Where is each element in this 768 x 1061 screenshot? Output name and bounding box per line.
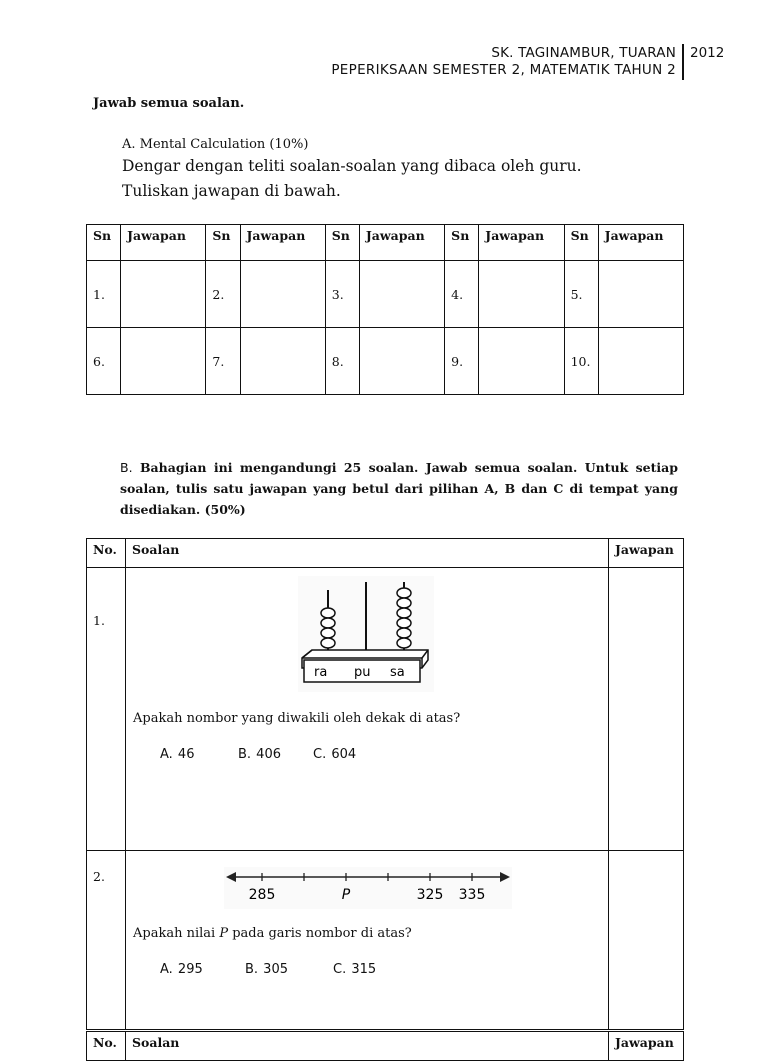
question-number: 2. [206, 261, 240, 328]
number-line-label: 325 [416, 887, 444, 903]
answer-options [160, 962, 376, 977]
col-answer: Jawapan [121, 225, 206, 261]
abacus-label-ratus: ra [314, 665, 328, 680]
col-question: Soalan [126, 1031, 609, 1061]
col-answer: Jawapan [609, 539, 684, 568]
table-row [87, 328, 684, 395]
table-row [87, 261, 684, 328]
col-answer: Jawapan [598, 225, 683, 261]
exam-title: PEPERIKSAAN SEMESTER 2, MATEMATIK TAHUN 2 [331, 62, 676, 78]
question-number: 2. [87, 851, 126, 1031]
col-answer: Jawapan [359, 225, 444, 261]
option-b: B. 406 [238, 747, 281, 762]
answer-box[interactable] [240, 328, 325, 395]
answer-box[interactable] [598, 261, 683, 328]
table-header-row [87, 225, 684, 261]
number-line-label: 285 [248, 887, 276, 903]
question-number: 1. [87, 261, 121, 328]
option-a: A. 295 [160, 962, 203, 977]
question-cell [126, 568, 609, 851]
col-question: Soalan [126, 539, 609, 568]
answer-box[interactable] [598, 328, 683, 395]
table-header-row [87, 539, 684, 568]
answer-box[interactable] [609, 568, 684, 851]
option-a: A. 46 [160, 747, 195, 762]
question-number: 9. [445, 328, 479, 395]
section-a-instruction-2: Tuliskan jawapan di bawah. [122, 182, 341, 200]
section-a-heading: A. Mental Calculation (10%) [122, 137, 309, 152]
question-cell [126, 851, 609, 1031]
abacus-image [298, 576, 434, 692]
answer-box[interactable] [609, 851, 684, 1031]
objective-questions-table [86, 538, 684, 1061]
section-b-letter: B. [120, 460, 133, 475]
number-line-image [224, 867, 512, 909]
answer-box[interactable] [240, 261, 325, 328]
col-sn: Sn [87, 225, 121, 261]
table-row [87, 851, 684, 1031]
question-number: 3. [325, 261, 359, 328]
answer-box[interactable] [359, 261, 444, 328]
school-name: SK. TAGINAMBUR, TUARAN [491, 45, 676, 61]
number-line-label-p: P [341, 887, 351, 903]
col-answer: Jawapan [240, 225, 325, 261]
abacus-label-sa: sa [390, 665, 405, 680]
question-text [133, 926, 412, 941]
col-sn: Sn [325, 225, 359, 261]
option-b: B. 305 [245, 962, 288, 977]
col-answer: Jawapan [479, 225, 564, 261]
number-line-label: 335 [458, 887, 486, 903]
question-text-end: pada garis nombor di atas? [228, 926, 412, 941]
col-sn: Sn [206, 225, 240, 261]
col-sn: Sn [445, 225, 479, 261]
answer-box[interactable] [121, 328, 206, 395]
header-divider [682, 44, 684, 80]
question-number: 10. [564, 328, 598, 395]
question-number: 7. [206, 328, 240, 395]
question-number: 1. [87, 568, 126, 851]
mental-calculation-table [86, 224, 684, 395]
answer-box[interactable] [479, 328, 564, 395]
answer-box[interactable] [479, 261, 564, 328]
section-b-text: Bahagian ini mengandungi 25 soalan. Jawab semua soalan. Untuk setiap soalan, tulis satu jawapan yang betul dari pilihan A, B dan C di tempat yang disediakan. (50%) [120, 460, 679, 517]
option-c: C. 315 [333, 962, 377, 977]
section-b-instructions [120, 457, 678, 520]
question-number: 6. [87, 328, 121, 395]
general-instruction: Jawab semua soalan. [93, 96, 245, 111]
col-no: No. [87, 539, 126, 568]
abacus-label-puluh: pu [354, 665, 371, 680]
question-number: 4. [445, 261, 479, 328]
answer-box[interactable] [121, 261, 206, 328]
question-text: Apakah nombor yang diwakili oleh dekak di atas? [133, 711, 461, 726]
answer-options [160, 747, 356, 762]
section-a-instruction-1: Dengar dengan teliti soalan-soalan yang dibaca oleh guru. [122, 157, 582, 175]
question-number: 8. [325, 328, 359, 395]
variable-p: P [219, 926, 229, 941]
table-row [87, 568, 684, 851]
option-c: C. 604 [313, 747, 357, 762]
question-text-start: Apakah nilai [133, 926, 220, 941]
col-answer: Jawapan [609, 1031, 684, 1061]
col-sn: Sn [564, 225, 598, 261]
col-no: No. [87, 1031, 126, 1061]
question-number: 5. [564, 261, 598, 328]
table-header-row [87, 1031, 684, 1061]
exam-year: 2012 [690, 45, 725, 61]
answer-box[interactable] [359, 328, 444, 395]
